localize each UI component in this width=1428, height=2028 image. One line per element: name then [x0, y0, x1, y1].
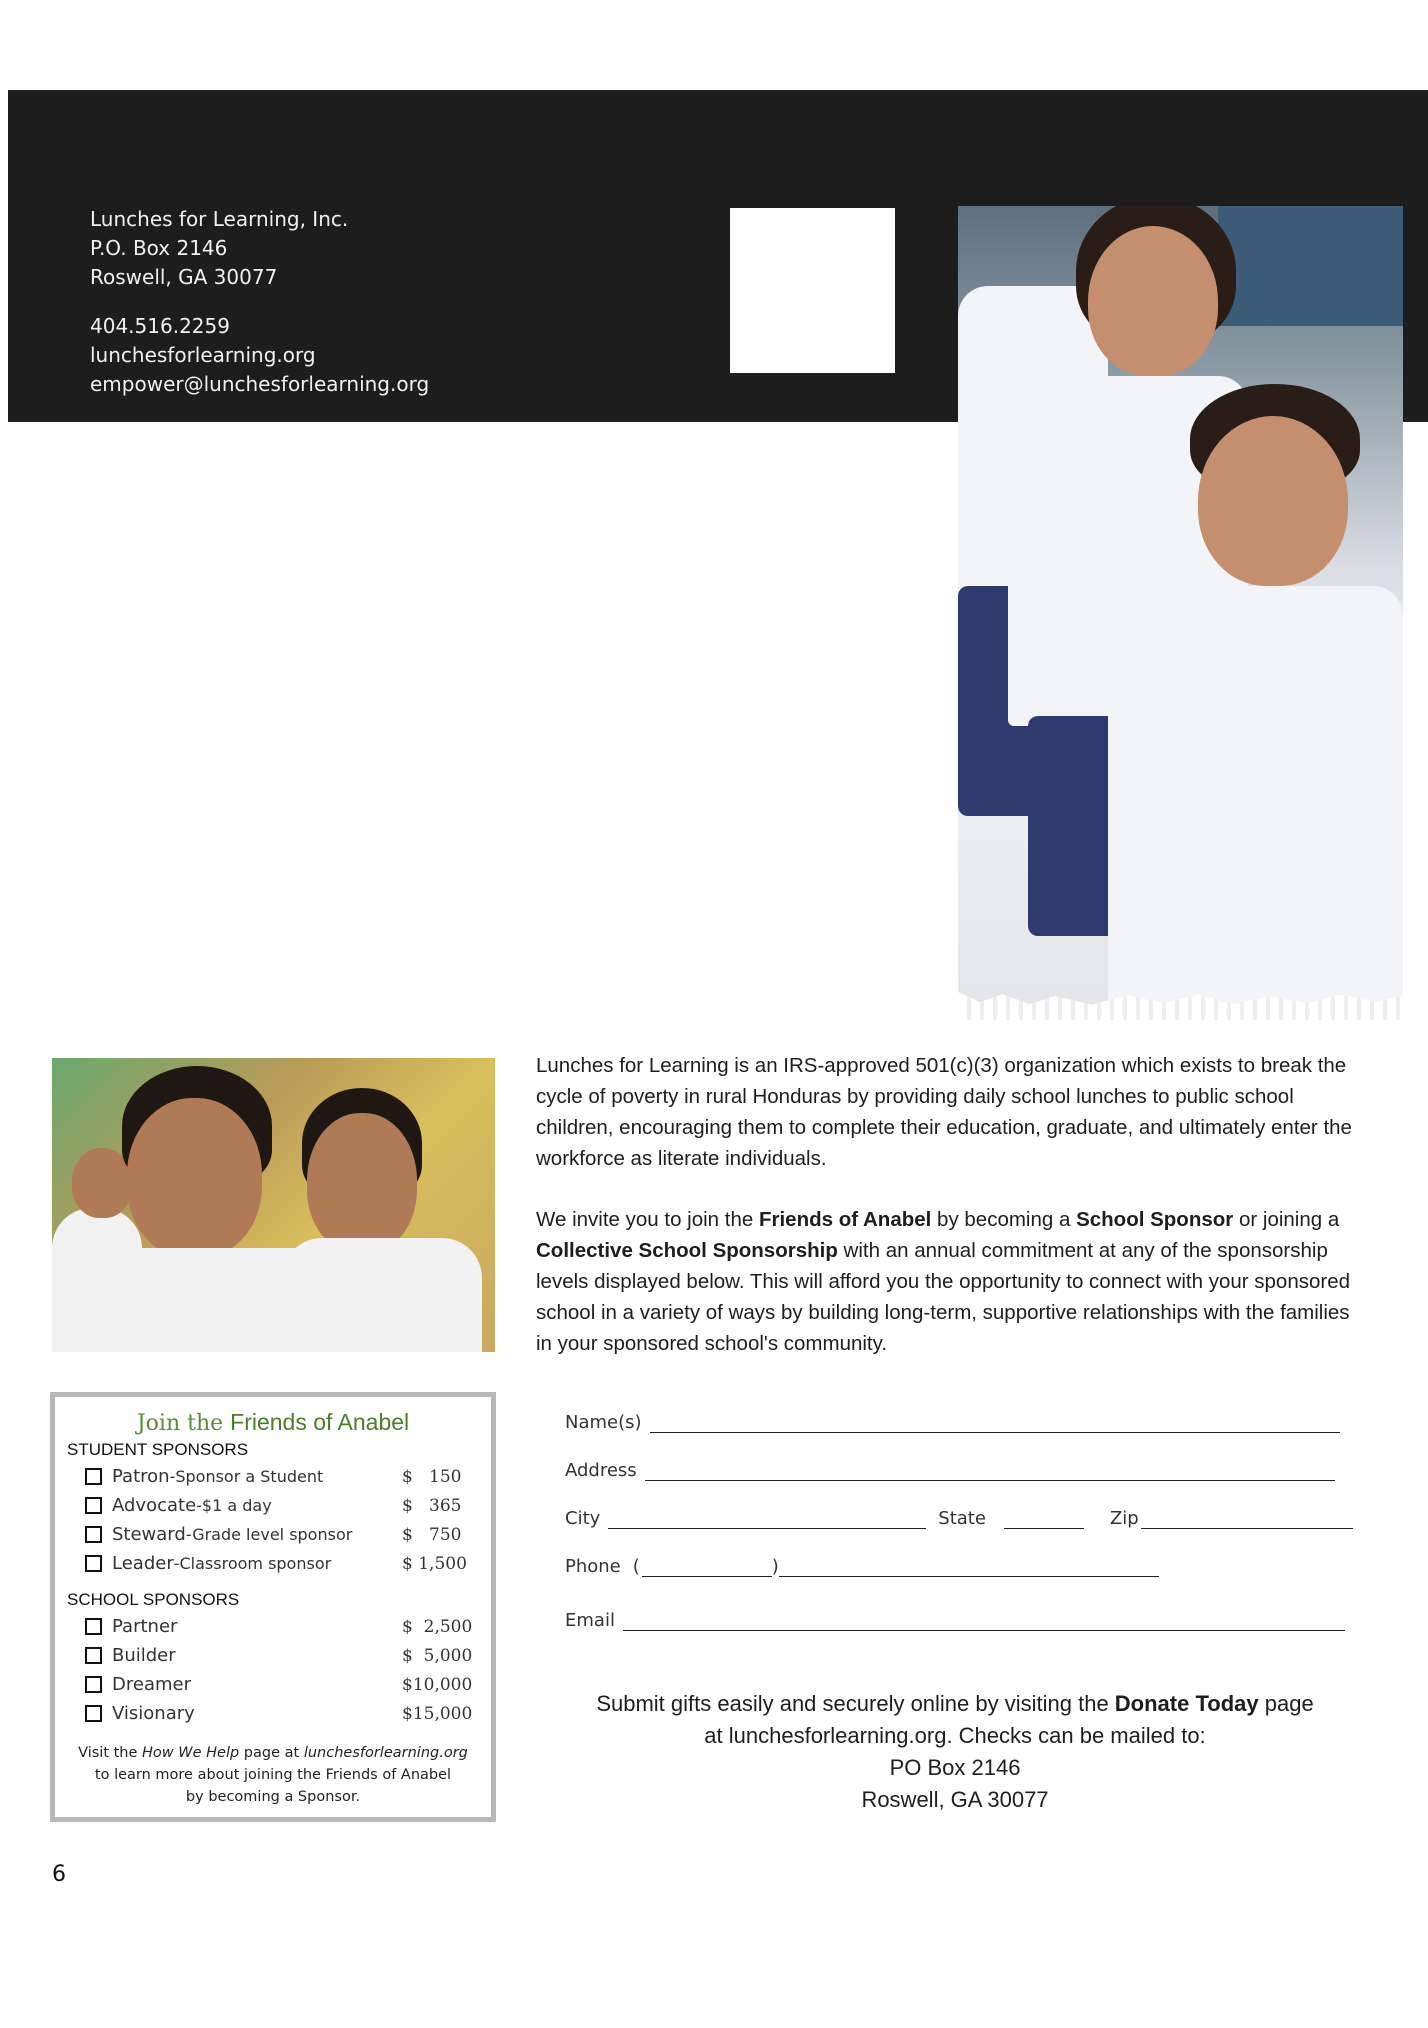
level-partner: Partner $ 2,500: [65, 1612, 481, 1641]
address-label: Address: [565, 1460, 637, 1481]
email-label: Email: [565, 1610, 615, 1631]
phone-row: Phone ( ): [565, 1556, 1159, 1577]
student-sponsors-title: STUDENT SPONSORS: [67, 1440, 249, 1459]
sponsorship-levels-box: [50, 1392, 496, 1822]
checkbox[interactable]: [85, 1618, 102, 1635]
email-field[interactable]: [623, 1610, 1345, 1631]
po-box: P.O. Box 2146: [90, 236, 228, 260]
intro-paragraph-1: Lunches for Learning is an IRS-approved 501(c)(3) organization which exists to break the cycle of poverty in rural Honduras by providing daily school lunches to public school children, encouraging them to complete their education, graduate, and ultimately enter the workforce as literate individuals.: [536, 1054, 1352, 1170]
address-field[interactable]: [645, 1460, 1335, 1481]
state-label: State: [938, 1508, 986, 1529]
children-photo: [958, 206, 1403, 1006]
level-advocate: Advocate-$1 a day $ 365: [65, 1491, 481, 1520]
page-number: 6: [52, 1862, 66, 1887]
checkbox[interactable]: [85, 1555, 102, 1572]
box-note: Visit the How We Help page at lunchesforlearning.org to learn more about joining the Friends of Anabel by becoming a Sponsor.: [78, 1745, 468, 1805]
checkbox[interactable]: [85, 1497, 102, 1514]
city-field[interactable]: [608, 1508, 926, 1529]
level-patron: Patron-Sponsor a Student $ 150: [65, 1462, 481, 1491]
website: lunchesforlearning.org: [90, 343, 316, 367]
email-address: empower@lunchesforlearning.org: [90, 372, 430, 396]
city-label: City: [565, 1508, 601, 1529]
checkbox[interactable]: [85, 1705, 102, 1722]
email-row: [565, 1610, 1345, 1631]
intro-paragraph-2: We invite you to join the Friends of Anabel by becoming a School Sponsor or joining a Collective School Sponsorship with an annual commitment at any of the sponsorship levels displayed below. This will afford you the opportunity to connect with your sponsored school in a variety of ways by building long-term, supportive relationships with the families in your sponsored school's community.: [536, 1208, 1351, 1355]
level-dreamer: Dreamer $10,000: [65, 1670, 481, 1699]
phone-label: Phone: [565, 1556, 621, 1577]
box-title: Join the Friends of Anabel: [136, 1409, 410, 1436]
city-state: Roswell, GA 30077: [90, 265, 278, 289]
phone-area-code-field[interactable]: [642, 1556, 772, 1577]
org-name: Lunches for Learning, Inc.: [90, 207, 349, 231]
names-field[interactable]: [650, 1412, 1340, 1433]
checkbox[interactable]: [85, 1676, 102, 1693]
phone-number: 404.516.2259: [90, 314, 230, 338]
checkbox[interactable]: [85, 1526, 102, 1543]
zip-label: Zip: [1109, 1508, 1139, 1529]
checkbox[interactable]: [85, 1647, 102, 1664]
names-label: Name(s): [565, 1412, 642, 1433]
city-row: [565, 1508, 1353, 1529]
names-row: [565, 1412, 1340, 1433]
children-small-photo: [52, 1058, 495, 1352]
level-leader: Leader-Classroom sponsor $ 1,500: [65, 1549, 481, 1578]
checkbox[interactable]: [85, 1468, 102, 1485]
zip-field[interactable]: [1141, 1508, 1353, 1529]
level-visionary: Visionary $15,000: [65, 1699, 481, 1728]
submit-instructions: Submit gifts easily and securely online by visiting the Donate Today page at lunchesforlearning.org. Checks can be mailed to: PO Box 2146 Roswell, GA 30077: [596, 1691, 1314, 1812]
level-steward: Steward-Grade level sponsor $ 750: [65, 1520, 481, 1549]
address-row: [565, 1460, 1335, 1481]
school-sponsors-title: SCHOOL SPONSORS: [67, 1590, 240, 1609]
intro-text: [536, 1050, 1366, 1389]
stamp-area: [730, 208, 895, 373]
level-builder: Builder $ 5,000: [65, 1641, 481, 1670]
state-field[interactable]: [1004, 1508, 1084, 1529]
return-address: [90, 205, 429, 399]
phone-number-field[interactable]: [779, 1556, 1159, 1577]
